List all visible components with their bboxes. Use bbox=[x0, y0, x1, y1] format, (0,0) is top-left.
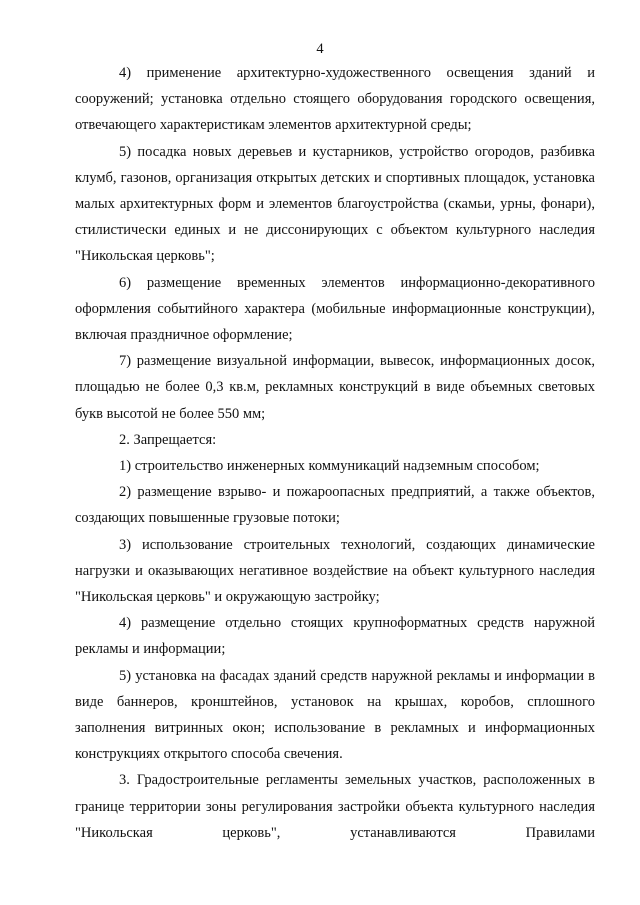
paragraph-item-5-landscaping: 5) посадка новых деревьев и кустарников, устройство огородов, разбивка клумб, газонов, организация открытых детских и спортивных площадок, установка малых архитектурных форм и элементов благоустройства (скамьи, урны, фонари), стилистически единых и не диссонирующих с объектом культурного наследия "Никольская церковь"; bbox=[75, 143, 595, 265]
section-heading-prohibited: 2. Запрещается: bbox=[119, 431, 217, 448]
paragraph-prohibited-5-facade-advertising: 5) установка на фасадах зданий средств наружной рекламы и информации в виде баннеров, кронштейнов, установок на крышах, коробов, сплошного заполнения витринных окон; использование в рекламных и информационных конструкциях открытого способа свечения. bbox=[75, 667, 595, 763]
page-number: 4 bbox=[316, 41, 324, 57]
paragraph-prohibited-3-technologies: 3) использование строительных технологий, создающих динамические нагрузки и оказывающих негативное воздействие на объект культурного наследия "Никольская церковь" и окружающую застройку; bbox=[75, 536, 595, 606]
paragraph-prohibited-2-hazardous: 2) размещение взрыво- и пожароопасных предприятий, а также объектов, создающих повышенные грузовые потоки; bbox=[75, 484, 595, 527]
paragraph-prohibited-1-utilities: 1) строительство инженерных коммуникаций надземным способом; bbox=[119, 458, 540, 475]
paragraph-item-7-visual-information: 7) размещение визуальной информации, вывесок, информационных досок, площадью не более 0,3 кв.м, рекламных конструкций в виде объемных световых букв высотой не более 550 мм; bbox=[75, 353, 595, 422]
paragraph-section-3-regulations: 3. Градостроительные регламенты земельных участков, расположенных в границе территории зоны регулирования застройки объекта культурного наследия "Никольская церковь", устанавливаются Правилами bbox=[75, 772, 595, 841]
paragraph-item-6-temporary-decor: 6) размещение временных элементов информационно-декоративного оформления событийного характера (мобильные информационные конструкции), включая праздничное оформление; bbox=[75, 274, 595, 344]
document-body bbox=[75, 60, 595, 846]
paragraph-item-4-lighting: 4) применение архитектурно-художественного освещения зданий и сооружений; установка отдельно стоящего оборудования городского освещения, отвечающего характеристикам элементов архитектурной среды; bbox=[75, 65, 595, 134]
paragraph-prohibited-4-large-advertising: 4) размещение отдельно стоящих крупноформатных средств наружной рекламы и информации; bbox=[75, 615, 595, 658]
